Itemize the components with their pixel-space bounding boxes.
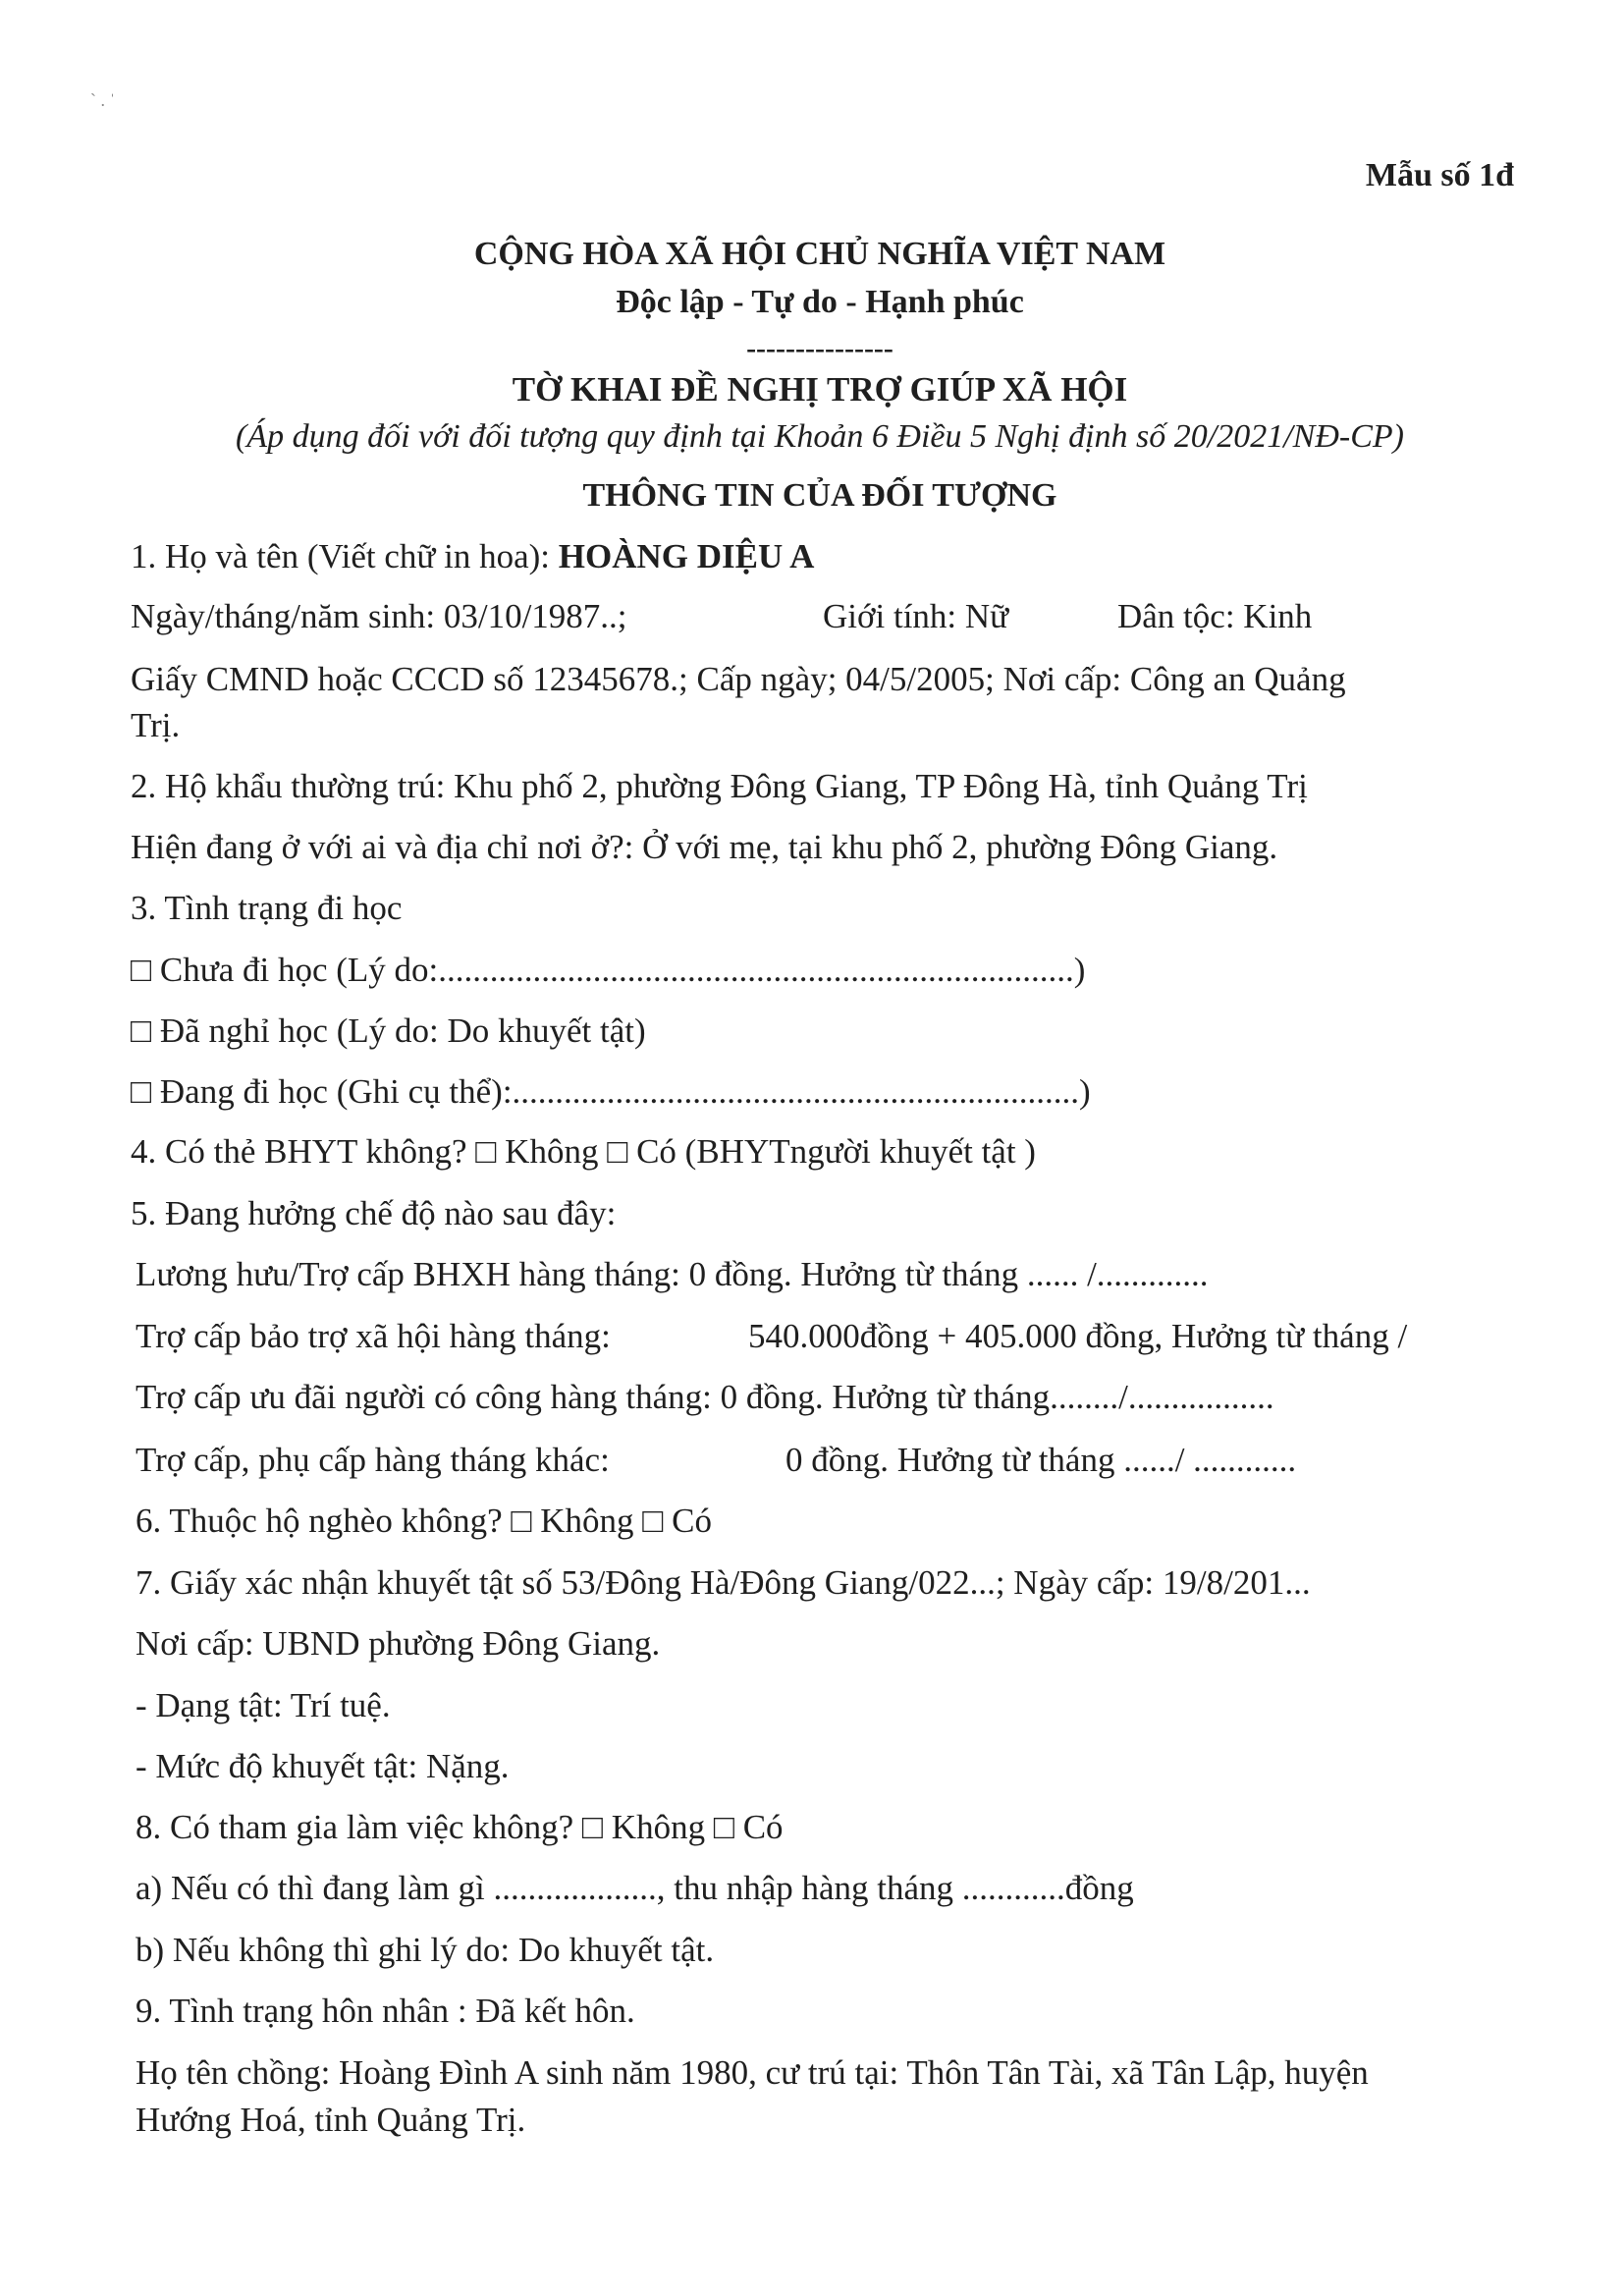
spouse-line-cont: Hướng Hoá, tỉnh Quảng Trị. (135, 2101, 526, 2139)
document-title: TỜ KHAI ĐỀ NGHỊ TRỢ GIÚP XÃ HỘI (512, 370, 1128, 409)
education-option-attending: □ Đang đi học (Ghi cụ thể):..................................................................) (131, 1072, 1091, 1111)
spouse-line: Họ tên chồng: Hoàng Đình A sinh năm 1980, cư trú tại: Thôn Tân Tài, xã Tân Lập, huyện (135, 2053, 1369, 2092)
benefits-label: 5. Đang hưởng chế độ nào sau đây: (131, 1194, 617, 1232)
residence-line: 2. Hộ khẩu thường trú: Khu phố 2, phường Đông Giang, TP Đông Hà, tỉnh Quảng Trị (131, 767, 1308, 805)
disability-cert-issuer: Nơi cấp: UBND phường Đông Giang. (135, 1624, 661, 1663)
living-with-line: Hiện đang ở với ai và địa chỉ nơi ở?: Ở với mẹ, tại khu phố 2, phường Đông Giang. (131, 828, 1278, 866)
ethnicity-line: Dân tộc: Kinh (1117, 597, 1313, 635)
health-insurance-line: 4. Có thẻ BHYT không? □ Không □ Có (BHYTngười khuyết tật ) (131, 1132, 1036, 1171)
item1-label: 1. Họ và tên (Viết chữ in hoa): (131, 537, 559, 575)
education-label: 3. Tình trạng đi học (131, 889, 403, 927)
pension-line: Lương hưu/Trợ cấp BHXH hàng tháng: 0 đồng. Hưởng từ tháng ...... /............. (135, 1255, 1209, 1293)
disability-cert-line: 7. Giấy xác nhận khuyết tật số 53/Đông Hà/Đông Giang/022...; Ngày cấp: 19/8/201... (135, 1563, 1311, 1602)
country-header: CỘNG HÒA XÃ HỘI CHỦ NGHĨA VIỆT NAM (473, 236, 1166, 272)
scan-speck: ˋ . ˈ (90, 90, 116, 110)
id-card-line-cont: Trị. (131, 706, 181, 744)
social-allowance-label: Trợ cấp bảo trợ xã hội hàng tháng: (135, 1317, 611, 1355)
applicant-name: HOÀNG DIỆU A (558, 537, 815, 575)
disability-type: - Dạng tật: Trí tuệ. (135, 1686, 391, 1724)
education-option-dropped: □ Đã nghỉ học (Lý do: Do khuyết tật) (131, 1011, 646, 1050)
merit-allowance-line: Trợ cấp ưu đãi người có công hàng tháng: 0 đồng. Hưởng từ tháng......../................. (135, 1378, 1274, 1416)
other-allowance-value: 0 đồng. Hưởng từ tháng ....../ ............ (785, 1441, 1297, 1479)
form-number: Mẫu số 1đ (1365, 157, 1514, 193)
other-allowance-label: Trợ cấp, phụ cấp hàng tháng khác: (135, 1441, 610, 1479)
employment-option-a: a) Nếu có thì đang làm gì ..................., thu nhập hàng tháng ............đồng (135, 1869, 1134, 1907)
poor-household-line: 6. Thuộc hộ nghèo không? □ Không □ Có (135, 1502, 713, 1540)
education-option-not-attended: □ Chưa đi học (Lý do:..........................................................................) (131, 951, 1086, 989)
item1-name-line (131, 536, 814, 577)
employment-label: 8. Có tham gia làm việc không? □ Không □ Có (135, 1808, 784, 1846)
social-allowance-value: 540.000đồng + 405.000 đồng, Hưởng từ tháng / (748, 1317, 1408, 1355)
section-title: THÔNG TIN CỦA ĐỐI TƯỢNG (582, 477, 1057, 514)
marital-status-line: 9. Tình trạng hôn nhân : Đã kết hôn. (135, 1992, 635, 2030)
motto: Độc lập - Tự do - Hạnh phúc (616, 284, 1024, 320)
id-card-line: Giấy CMND hoặc CCCD số 12345678.; Cấp ngày; 04/5/2005; Nơi cấp: Công an Quảng (131, 660, 1346, 698)
document-subtitle: (Áp dụng đối với đối tượng quy định tại Khoản 6 Điều 5 Nghị định số 20/2021/NĐ-CP) (235, 418, 1405, 455)
gender-line: Giới tính: Nữ (823, 597, 1009, 635)
dob-line: Ngày/tháng/năm sinh: 03/10/1987..; (131, 597, 627, 635)
disability-level: - Mức độ khuyết tật: Nặng. (135, 1747, 510, 1785)
header-separator: --------------- (746, 332, 893, 364)
employment-option-b: b) Nếu không thì ghi lý do: Do khuyết tật. (135, 1931, 715, 1969)
